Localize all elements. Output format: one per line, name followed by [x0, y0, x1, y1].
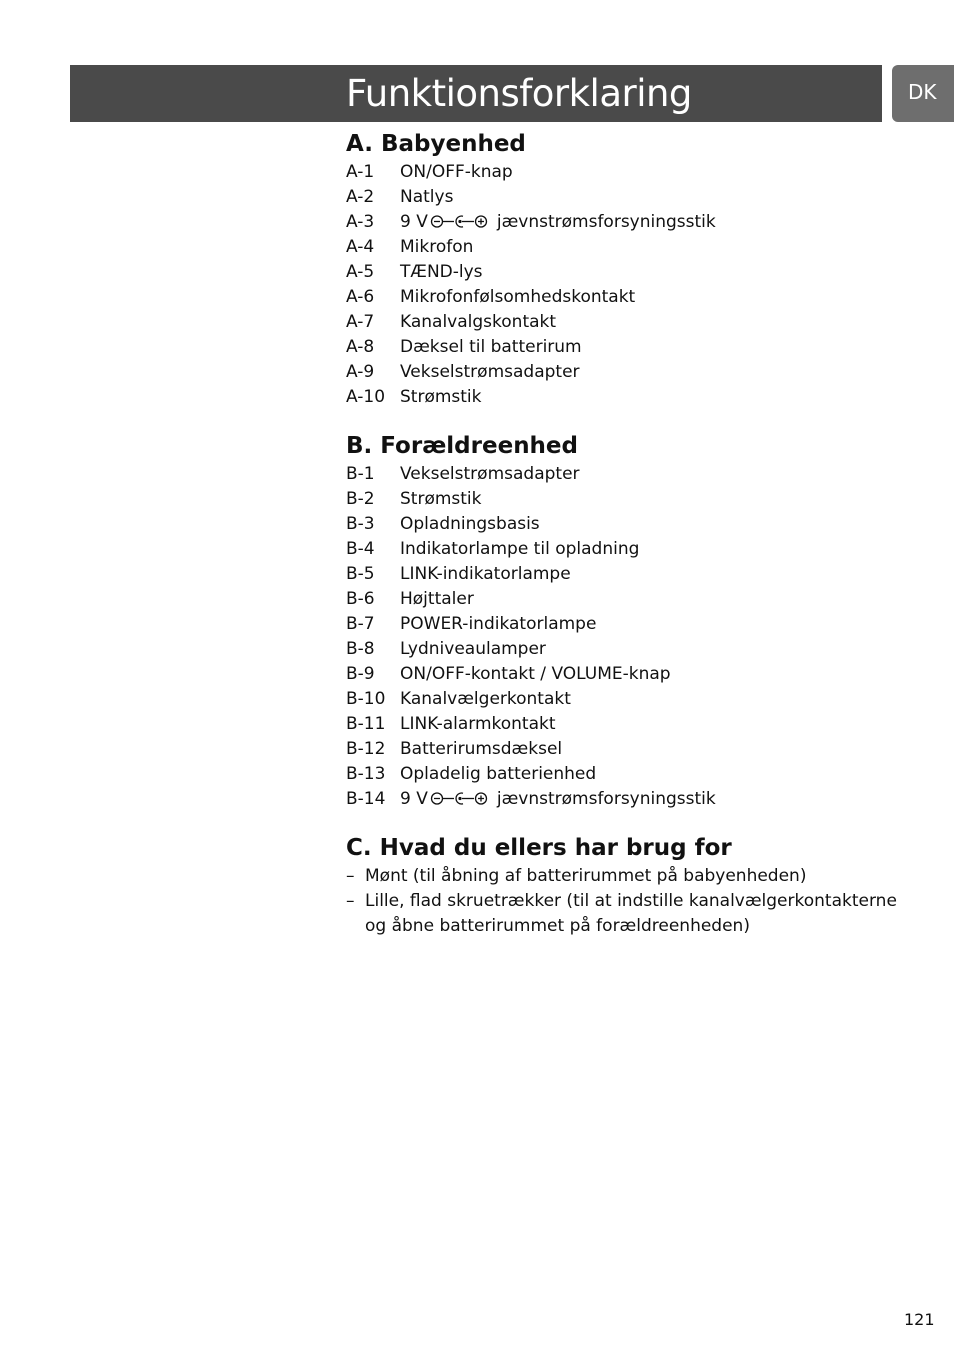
item-code: B-9: [346, 664, 375, 684]
list-item: [346, 512, 906, 537]
item-label: POWER-indikatorlampe: [400, 614, 597, 634]
item-label-group: [400, 537, 906, 562]
list-item: [346, 360, 906, 385]
dash-marker: –: [346, 866, 355, 886]
section-b: [346, 430, 906, 812]
item-code: B-7: [346, 614, 375, 634]
list-item-text: Mønt (til åbning af batterirummet på babyenheden): [365, 866, 807, 886]
voltage-label: 9 V: [400, 789, 428, 809]
list-item: [346, 889, 906, 939]
section-a-heading: A. Babyenhed: [346, 131, 526, 157]
item-label: LINK-indikatorlampe: [400, 564, 571, 584]
list-item: [346, 235, 906, 260]
item-code: B-12: [346, 739, 386, 759]
item-label-group: [400, 737, 906, 762]
section-b-list: [346, 462, 906, 812]
content: [346, 128, 906, 939]
item-label: ON/OFF-kontakt / VOLUME-knap: [400, 664, 671, 684]
item-code: B-14: [346, 789, 386, 809]
item-label-group: [400, 712, 906, 737]
item-label: Indikatorlampe til opladning: [400, 539, 640, 559]
item-code: B-8: [346, 639, 375, 659]
item-code: A-10: [346, 387, 386, 407]
list-item: [346, 185, 906, 210]
item-code: A-2: [346, 187, 375, 207]
list-item: [346, 487, 906, 512]
item-label: Batterirumsdæksel: [400, 739, 563, 759]
item-code: A-5: [346, 262, 375, 282]
item-label: Højttaler: [400, 589, 474, 609]
list-item: [346, 310, 906, 335]
item-code: A-3: [346, 212, 375, 232]
list-item: [346, 787, 906, 812]
item-label: Opladelig batterienhed: [400, 764, 597, 784]
item-label-group: [400, 487, 906, 512]
item-code: A-8: [346, 337, 375, 357]
list-item: [346, 210, 906, 235]
list-item: [346, 285, 906, 310]
item-label: Mikrofon: [400, 237, 474, 257]
item-label-group: [400, 562, 906, 587]
section-c-heading: C. Hvad du ellers har brug for: [346, 835, 732, 861]
item-label: Vekselstrømsadapter: [400, 362, 580, 382]
item-label: jævnstrømsforsyningsstik: [496, 789, 716, 809]
list-item: [346, 662, 906, 687]
list-item: [346, 612, 906, 637]
item-label: Vekselstrømsadapter: [400, 464, 580, 484]
item-label-group: [400, 587, 906, 612]
item-code: A-9: [346, 362, 375, 382]
list-item: [346, 762, 906, 787]
item-label: Lydniveaulamper: [400, 639, 546, 659]
list-item: [346, 260, 906, 285]
item-label-group: [400, 385, 906, 410]
dc-polarity-icon: [430, 790, 494, 807]
item-label-group: [400, 662, 906, 687]
list-item: [346, 712, 906, 737]
item-label-group: [400, 462, 906, 487]
item-label-group: [400, 360, 906, 385]
item-code: B-3: [346, 514, 375, 534]
list-item: [346, 335, 906, 360]
item-label: Strømstik: [400, 489, 482, 509]
item-label-group: [400, 512, 906, 537]
item-label: jævnstrømsforsyningsstik: [496, 212, 716, 232]
item-code: B-4: [346, 539, 375, 559]
dc-polarity-icon: [430, 213, 494, 230]
item-label-group: [400, 235, 906, 260]
item-label: Opladningsbasis: [400, 514, 540, 534]
item-label-group: [400, 210, 906, 235]
list-item: [346, 637, 906, 662]
item-code: B-1: [346, 464, 375, 484]
item-label: Dæksel til batterirum: [400, 337, 582, 357]
item-label-group: [400, 612, 906, 637]
item-label-group: [400, 787, 906, 812]
list-item: [346, 537, 906, 562]
item-label-group: [400, 260, 906, 285]
section-a: [346, 128, 906, 410]
item-label: Natlys: [400, 187, 454, 207]
list-item: [346, 160, 906, 185]
list-item-text: Lille, flad skruetrækker (til at indstille kanalvælgerkontakterne og åbne batterirummet på forældreenheden): [365, 891, 897, 936]
item-code: B-13: [346, 764, 386, 784]
dash-marker: –: [346, 891, 355, 911]
voltage-label: 9 V: [400, 212, 428, 232]
list-item: [346, 462, 906, 487]
item-label: LINK-alarmkontakt: [400, 714, 556, 734]
item-label: ON/OFF-knap: [400, 162, 513, 182]
item-code: A-1: [346, 162, 375, 182]
item-label-group: [400, 762, 906, 787]
item-label-group: [400, 310, 906, 335]
language-tab-label: DK: [908, 80, 937, 104]
item-code: B-10: [346, 689, 386, 709]
item-label: Mikrofonfølsomhedskontakt: [400, 287, 636, 307]
list-item: [346, 737, 906, 762]
item-code: A-4: [346, 237, 375, 257]
item-label: Kanalvælgerkontakt: [400, 689, 571, 709]
item-label-group: [400, 285, 906, 310]
item-code: A-7: [346, 312, 375, 332]
item-label: Kanalvalgskontakt: [400, 312, 557, 332]
page-title: Funktionsforklaring: [346, 72, 692, 115]
title-bar: [70, 65, 882, 122]
item-code: B-5: [346, 564, 375, 584]
list-item: [346, 864, 906, 889]
page-number: 121: [904, 1310, 935, 1329]
item-label-group: [400, 335, 906, 360]
item-label-group: [400, 160, 906, 185]
item-code: B-2: [346, 489, 375, 509]
list-item: [346, 562, 906, 587]
item-label: TÆND-lys: [400, 262, 483, 282]
section-a-list: [346, 160, 906, 410]
item-label: Strømstik: [400, 387, 482, 407]
section-c-list: [346, 864, 906, 939]
item-code: B-11: [346, 714, 386, 734]
item-code: A-6: [346, 287, 375, 307]
list-item: [346, 587, 906, 612]
item-label-group: [400, 185, 906, 210]
item-label-group: [400, 687, 906, 712]
list-item: [346, 687, 906, 712]
item-label-group: [400, 637, 906, 662]
section-b-heading: B. Forældreenhed: [346, 433, 578, 459]
item-code: B-6: [346, 589, 375, 609]
language-tab: [892, 65, 954, 122]
list-item: [346, 385, 906, 410]
section-c: [346, 832, 906, 939]
